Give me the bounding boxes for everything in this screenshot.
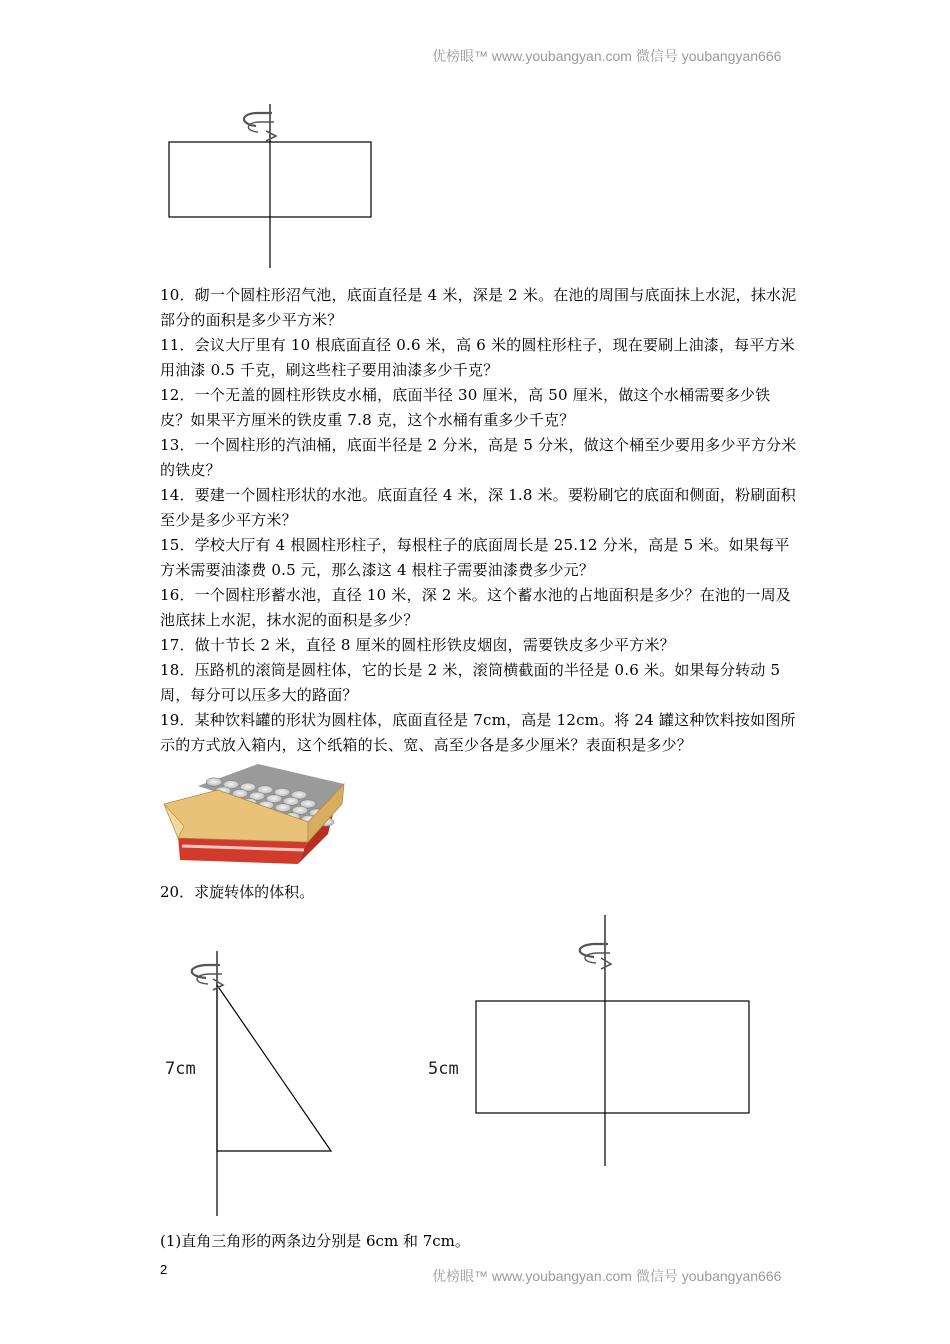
- question-12: 12．一个无盖的圆柱形铁皮水桶，底面半径 30 厘米，高 50 厘米，做这个水桶需要多少铁皮？如果平方厘米的铁皮重 7.8 克，这个水桶有重多少千克？: [160, 386, 771, 429]
- header-watermark: 优榜眼™ www.youbangyan.com 微信号 youbangyan666: [432, 48, 782, 64]
- question-13: 13．一个圆柱形的汽油桶，底面半径是 2 分米，高是 5 分米，做这个桶至少要用多少平方分米的铁皮？: [160, 436, 797, 479]
- rotation-arrow-icon: [580, 944, 611, 969]
- figure-note: (1)直角三角形的两条边分别是 6cm 和 7cm。: [160, 1232, 470, 1250]
- question-17: 17．做十节长 2 米，直径 8 厘米的圆柱形铁皮烟囱，需要铁皮多少平方米？: [160, 636, 675, 654]
- page-number: 2: [160, 1262, 168, 1277]
- rectangle-height-label: 5cm: [428, 1059, 459, 1079]
- footer-watermark: 优榜眼™ www.youbangyan.com 微信号 youbangyan666: [432, 1268, 782, 1284]
- rotation-figure-triangle: [180, 945, 350, 1220]
- question-15: 15．学校大厅有 4 根圆柱形柱子，每根柱子的底面周长是 25.12 分米，高是 5 米。如果每平方米需要油漆费 0.5 元，那么漆这 4 根柱子需要油漆费多少元？: [160, 536, 790, 579]
- question-list: [160, 283, 800, 758]
- question-11: 11．会议大厅里有 10 根底面直径 0.6 米，高 6 米的圆柱形柱子，现在要刷上油漆，每平方米用油漆 0.5 千克，刷这些柱子要用油漆多少千克？: [160, 336, 795, 379]
- rotation-figure-rectangle-bottom: [470, 912, 760, 1170]
- rotation-figure-rectangle-top: [160, 100, 380, 270]
- question-19: 19．某种饮料罐的形状为圆柱体，底面直径是 7cm，高是 12cm。将 24 罐这种饮料按如图所示的方式放入箱内，这个纸箱的长、宽、高至少各是多少厘米？表面积是多少？: [160, 711, 796, 754]
- rectangle-shape: [476, 1001, 749, 1113]
- question-18: 18．压路机的滚筒是圆柱体，它的长是 2 米，滚筒横截面的半径是 0.6 米。如果每分转动 5 周，每分可以压多大的路面？: [160, 661, 781, 704]
- question-16: 16．一个圆柱形蓄水池，直径 10 米，深 2 米。这个蓄水池的占地面积是多少？在池的一周及池底抹上水泥，抹水泥的面积是多少？: [160, 586, 791, 629]
- right-triangle-shape: [217, 985, 331, 1151]
- triangle-height-label: 7cm: [165, 1059, 196, 1079]
- question-10: 10．砌一个圆柱形沼气池，底面直径是 4 米，深是 2 米。在池的周围与底面抹上水泥，抹水泥部分的面积是多少平方米？: [160, 286, 797, 329]
- rotation-arrow-icon: [244, 113, 276, 141]
- question-14: 14．要建一个圆柱形状的水池。底面直径 4 米，深 1.8 米。要粉刷它的底面和侧面，粉刷面积至少是多少平方米？: [160, 486, 796, 529]
- can-top: [206, 778, 222, 786]
- drink-box-image: [158, 760, 350, 868]
- question-20: 20．求旋转体的体积。: [160, 883, 315, 901]
